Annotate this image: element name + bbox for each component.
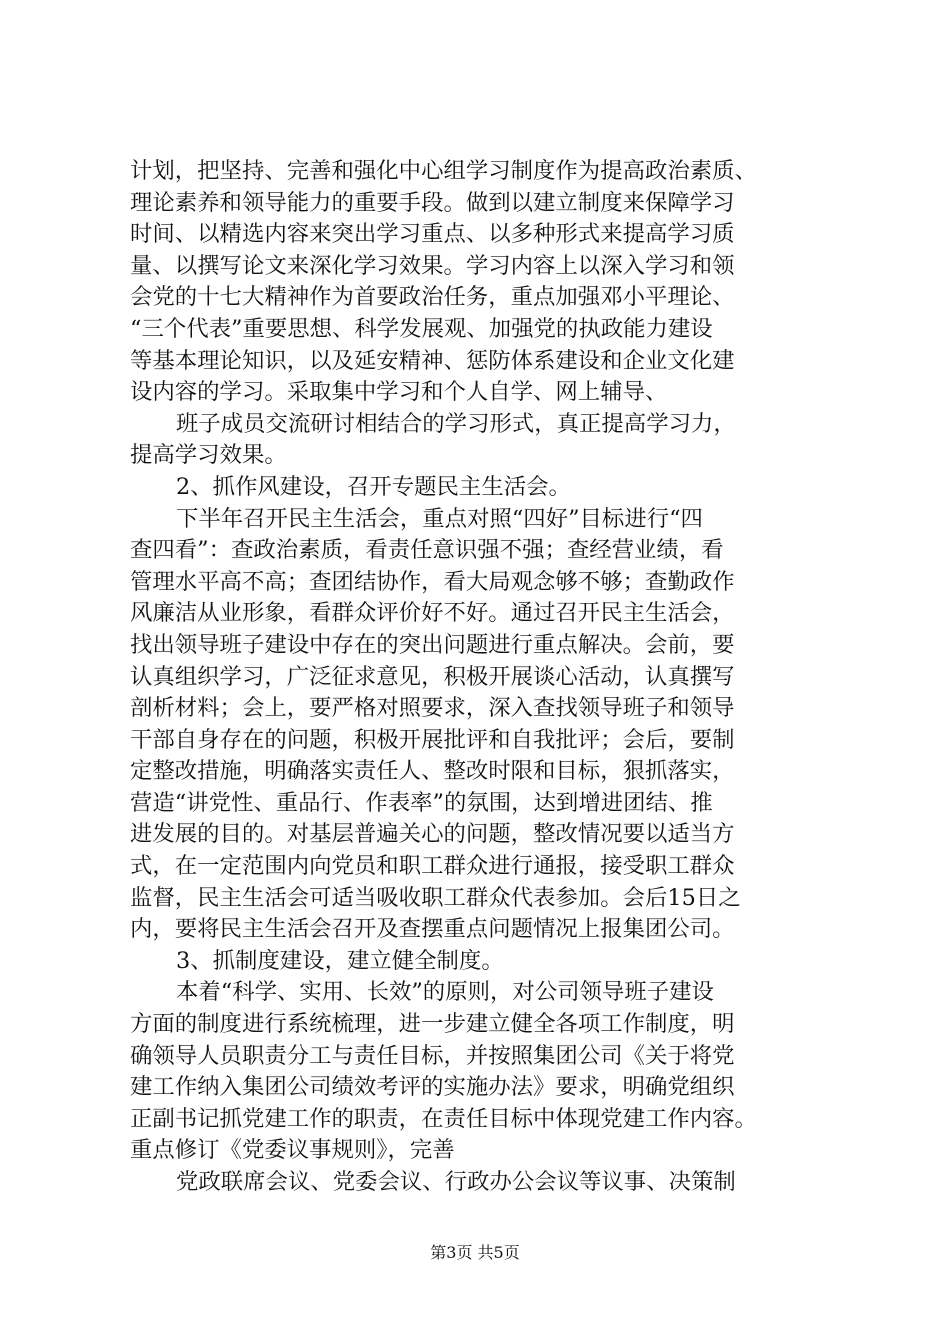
text-line: 计划，把坚持、完善和强化中心组学习制度作为提高政治素质、: [130, 158, 757, 184]
text-line: 营造“讲党性、重品行、作表率”的氛围，达到增进团结、推: [130, 789, 713, 816]
text-line: 正副书记抓党建工作的职责，在责任目标中体现党建工作内容。: [130, 1105, 757, 1132]
text-line: 重点修订《党委议事规则》，完善: [130, 1137, 455, 1164]
document-body: [130, 156, 850, 1199]
text-line: 监督，民主生活会可适当吸收职工群众代表参加。会后15日之: [130, 884, 741, 911]
text-line: 查四看”：查政治素质，看责任意识强不强；查经营业绩，看: [130, 537, 724, 564]
text-line: 3、抓制度建设，建立健全制度。: [176, 947, 504, 974]
text-line: 进发展的目的。对基层普遍关心的问题，整改情况要以适当方: [130, 821, 735, 848]
text-line: 找出领导班子建设中存在的突出问题进行重点解决。会前，要: [130, 631, 735, 658]
text-line: “三个代表”重要思想、科学发展观、加强党的执政能力建设: [130, 315, 713, 342]
text-line: 管理水平高不高；查团结协作，看大局观念够不够；查勤政作: [130, 568, 735, 595]
text-line: 方面的制度进行系统梳理，进一步建立健全各项工作制度，明: [130, 1011, 735, 1038]
text-line: 干部自身存在的问题，积极开展批评和自我批评；会后，要制: [130, 726, 735, 753]
page-footer: 第3页 共5页: [430, 1243, 520, 1262]
text-line: 党政联席会议、党委会议、行政办公会议等议事、决策制: [176, 1169, 736, 1195]
text-line: 等基本理论知识，以及延安精神、惩防体系建设和企业文化建: [130, 347, 735, 374]
text-line: 内，要将民主生活会召开及查摆重点问题情况上报集团公司。: [130, 916, 735, 943]
text-line: 提高学习效果。: [130, 442, 287, 469]
text-line: 风廉洁从业形象，看群众评价好不好。通过召开民主生活会，: [130, 600, 735, 627]
text-line: 理论素养和领导能力的重要手段。做到以建立制度来保障学习: [130, 189, 735, 216]
text-line: 下半年召开民主生活会，重点对照“四好”目标进行“四: [176, 505, 703, 532]
text-line: 建工作纳入集团公司绩效考评的实施办法》要求，明确党组织: [130, 1074, 735, 1101]
text-line: 2、抓作风建设，召开专题民主生活会。: [176, 473, 571, 500]
text-line: 确领导人员职责分工与责任目标，并按照集团公司《关于将党: [130, 1042, 735, 1069]
text-line: 班子成员交流研讨相结合的学习形式，真正提高学习力，: [176, 410, 736, 437]
text-line: 定整改措施，明确落实责任人、整改时限和目标，狠抓落实，: [130, 758, 735, 785]
text-line: 时间、以精选内容来突出学习重点、以多种形式来提高学习质: [130, 221, 735, 248]
text-line: 设内容的学习。采取集中学习和个人自学、网上辅导、: [130, 379, 668, 406]
text-line: 量、以撰写论文来深化学习效果。学习内容上以深入学习和领: [130, 252, 735, 279]
text-line: 本着“科学、实用、长效”的原则，对公司领导班子建设: [176, 979, 714, 1006]
text-line: 剖析材料；会上，要严格对照要求，深入查找领导班子和领导: [130, 695, 735, 722]
text-line: 会党的十七大精神作为首要政治任务，重点加强邓小平理论、: [130, 284, 735, 311]
text-line: 式，在一定范围内向党员和职工群众进行通报，接受职工群众: [130, 853, 735, 880]
text-line: 认真组织学习，广泛征求意见，积极开展谈心活动，认真撰写: [130, 663, 735, 690]
